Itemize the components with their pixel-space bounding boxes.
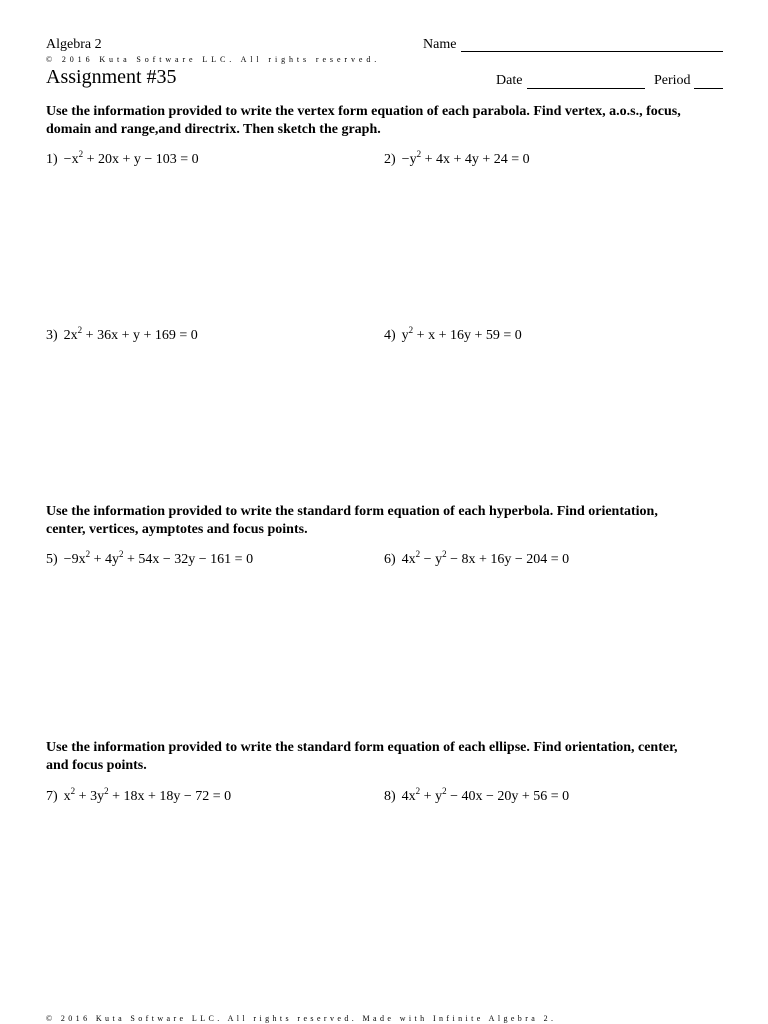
ellipse-instructions: Use the information provided to write the standard form equation of each ellipse. Find orientation, center, and focus points. (46, 740, 678, 773)
problem-number: 2) (384, 152, 396, 167)
exponent: 2 (442, 549, 447, 559)
problem-6 (384, 549, 570, 568)
exponent: 2 (118, 549, 124, 559)
problem-equation: $y^2 + x + 16y + 59 = 0$ (401, 325, 522, 343)
period-label: Period (654, 73, 691, 88)
problem-7 (46, 786, 232, 805)
problem-number: 5) (46, 552, 58, 567)
problem-number: 3) (46, 328, 58, 343)
problem-equation: $-y^2 + 4x + 4y + 24 = 0$ (401, 149, 530, 167)
problem-equation: $-x^2 + 20x + y - 103 = 0$ (63, 149, 199, 167)
problem-equation: $4x^2 - y^2 - 8x + 16y - 204 = 0$ (401, 549, 570, 567)
problem-equation: $-9x^2 + 4y^2 + 54x - 32y - 161 = 0$ (63, 549, 254, 567)
problem-8 (384, 786, 570, 805)
problem-equation: $x^2 + 3y^2 + 18x + 18y - 72 = 0$ (63, 786, 232, 804)
problem-3 (46, 325, 198, 344)
exponent: 2 (415, 786, 421, 796)
problem-equation: $2x^2 + 36x + y + 169 = 0$ (63, 325, 198, 343)
problem-number: 4) (384, 328, 396, 343)
problem-number: 6) (384, 552, 396, 567)
problem-equation: $4x^2 + y^2 - 40x - 20y + 56 = 0$ (401, 786, 570, 804)
copyright-notice: © 2016 Kuta Software LLC. All rights reserved. (46, 55, 381, 64)
footer-copyright: © 2016 Kuta Software LLC. All rights reserved. Made with Infinite Algebra 2. (46, 1014, 557, 1023)
date-field-line[interactable] (527, 88, 645, 89)
exponent: 2 (408, 325, 414, 335)
problem-number: 8) (384, 789, 396, 804)
exponent: 2 (415, 549, 421, 559)
period-field-line[interactable] (694, 88, 723, 89)
hyperbola-instructions: Use the information provided to write the standard form equation of each hyperbola. Find orientation, center, vertices, aymptotes and focus points. (46, 504, 658, 537)
exponent: 2 (442, 786, 447, 796)
problem-5 (46, 549, 254, 568)
parabola-instructions: Use the information provided to write the vertex form equation of each parabola. Find vertex, a.o.s., focus, domain and range,and directrix. Then sketch the graph. (46, 104, 681, 137)
problem-number: 7) (46, 789, 58, 804)
exponent: 2 (104, 786, 109, 796)
name-field-line[interactable] (461, 51, 723, 52)
date-label: Date (496, 73, 523, 88)
exponent: 2 (77, 325, 83, 335)
exponent: 2 (78, 149, 84, 159)
course-name: Algebra 2 (46, 37, 102, 52)
name-label: Name (423, 37, 457, 52)
assignment-title: Assignment #35 (46, 66, 177, 88)
problem-1 (46, 149, 199, 168)
exponent: 2 (85, 549, 91, 559)
problem-4 (384, 325, 522, 344)
exponent: 2 (416, 149, 422, 159)
problem-number: 1) (46, 152, 58, 167)
exponent: 2 (70, 786, 76, 796)
problem-2 (384, 149, 530, 168)
